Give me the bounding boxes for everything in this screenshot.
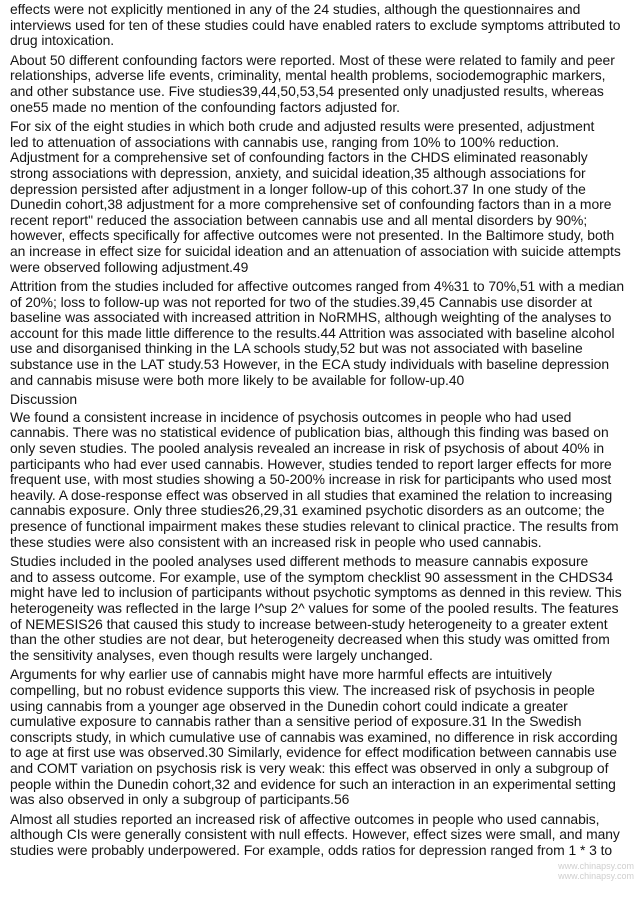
paragraph-confounding-factors: About 50 different confounding factors were reported. Most of these were related to family and peer relationships, adverse life events, criminality, mental health problems, sociodemographic markers, and other substance use. Five studies39,44,50,53,54 presented only unadjusted results, whereas one55 made no mention of the confounding factors adjusted for.	[10, 51, 615, 115]
paragraph-attrition: Attrition from the studies included for affective outcomes ranged from 4%31 to 70%,51 with a median of 20%; loss to follow-up was not reported for two of the studies.39,45 Cannabis use disorder at baseline was associated with increased attrition in NoRMHS, although weighting of the analyses to account for this made little difference to the results.44 Attrition was associated with baseline alcohol use and disorganised thinking in the LA schools study,52 but was not associated with baseline substance use in the LAT study.53 However, in the ECA study individuals with baseline depression and cannabis misuse were both more likely to be available for follow-up.40	[10, 278, 625, 388]
paragraph-adjustment-attenuation: For six of the eight studies in which both crude and adjusted results were presented, adjustment led to attenuation of associations with cannabis use, ranging from 10% to 100% reduction. Adjustment for a comprehensive set of confounding factors in the CHDS eliminated reasonably strong associations with depression, anxiety, and suicidal ideation,35 although associations for depression persisted after adjustment in a longer follow-up of this cohort.37 In one study of the Dunedin cohort,38 adjustment for a more comprehensive set of confounding factors than in a more recent report" reduced the association between cannabis use and all mental disorders by 90%; however, effects specifically for affective outcomes were not presented. In the Baltimore study, both an increase in effect size for suicidal ideation and an attenuation of association with suicide attempts were observed following adjustment.49	[10, 118, 621, 275]
paragraph-loss-to-follow-up-symptoms: effects were not explicitly mentioned in any of the 24 studies, although the questionnaires and interviews used for ten of these studies could have enabled raters to exclude symptoms attributed to drug intoxication.	[10, 1, 621, 49]
watermark-line-2: www.chinapsy.com	[558, 871, 634, 881]
section-heading-discussion: Discussion	[10, 391, 78, 408]
paragraph-affective-outcomes: Almost all studies reported an increased risk of affective outcomes in people who used cannabis, although CIs were generally consistent with null effects. However, effect sizes were small, and many studies were probably underpowered. For example, odds ratios for depression ranged from 1 * 3 to	[10, 810, 620, 858]
paragraph-heterogeneity: Studies included in the pooled analyses used different methods to measure cannabis exposure and to assess outcome. For example, use of the symptom checklist 90 assessment in the CHDS34 might have led to inclusion of participants without psychotic symptoms as denned in this review. This heterogeneity was reflected in the large I^sup 2^ values for some of the pooled results. The features of NEMESIS26 that caused this study to increase between-study heterogeneity to a greater extent than the other studies are not dear, but heterogeneity decreased when this study was omitted from the sensitivity analyses, even though results were largely unchanged.	[10, 553, 622, 663]
watermark-line-1: www.chinapsy.com	[558, 861, 634, 871]
paragraph-earlier-use-arguments: Arguments for why earlier use of cannabis might have more harmful effects are intuitively compelling, but no robust evidence supports this view. The increased risk of psychosis in people using cannabis from a younger age observed in the Dunedin cohort could indicate a greater cumulative exposure to cannabis rather than a sensitive period of exposure.31 In the Swedish conscripts study, in which cumulative use of cannabis was examined, no difference in risk according to age at first use was observed.30 Similarly, evidence for effect modification between cannabis use and COMT variation on psychosis risk is very weak: this effect was observed in only a subgroup of people within the Dunedin cohort,32 and evidence for such an interaction in an experimental setting was also observed in only a subgroup of participants.56	[10, 666, 618, 808]
paragraph-psychosis-outcomes: We found a consistent increase in incidence of psychosis outcomes in people who had used cannabis. There was no statistical evidence of publication bias, although this finding was based on only seven studies. The pooled analysis revealed an increase in risk of psychosis of about 40% in participants who had ever used cannabis. However, studies tended to report larger effects for more frequent use, with most studies showing a 50-200% increase in risk for participants who used most heavily. A dose-response effect was observed in all studies that examined the relation to increasing cannabis exposure. Only three studies26,29,31 examined psychotic disorders as an outcome; the presence of functional impairment makes these studies relevant to clinical practice. The results from these studies were also consistent with an increased risk in people who used cannabis.	[10, 408, 619, 550]
watermark	[558, 861, 634, 881]
